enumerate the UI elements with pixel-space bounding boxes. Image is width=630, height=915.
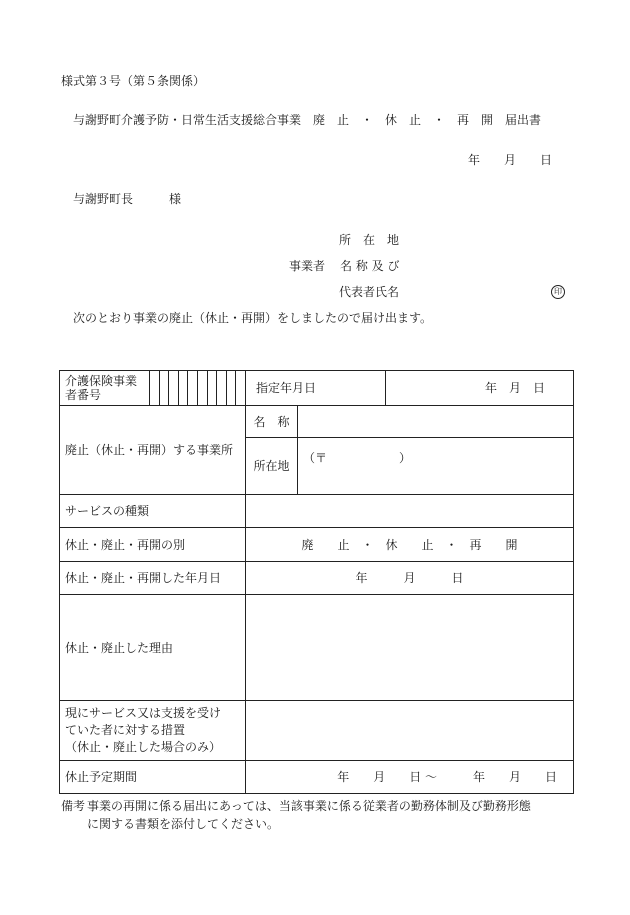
digit-box[interactable] <box>235 371 245 405</box>
measures-label-line: ていた者に対する措置 <box>65 723 186 737</box>
note-line-2: に関する書類を添付してください。 <box>87 817 280 831</box>
office-location-value[interactable] <box>298 438 574 495</box>
postal-prefix: （〒 ） <box>303 451 412 465</box>
note-label: 備考 <box>61 799 86 813</box>
notification-table <box>59 370 574 794</box>
date-label: 休止・廃止・再開した年月日 <box>60 562 246 595</box>
designation-date-label: 指定年月日 <box>246 371 386 406</box>
measures-label-line: 現にサービス又は支援を受け <box>65 706 222 720</box>
digit-box[interactable] <box>178 371 188 405</box>
kind-label: 休止・廃止・再開の別 <box>60 528 246 562</box>
insurer-no-boxes[interactable] <box>150 371 246 406</box>
intro-text: 次のとおり事業の廃止（休止・再開）をしましたので届け出ます。 <box>73 311 433 325</box>
note-line-1: 事業の再開に係る届出にあっては、当該事業に係る従業者の勤務体制及び勤務形態 <box>87 799 531 813</box>
digit-box[interactable] <box>197 371 207 405</box>
period-value[interactable]: 年 月 日 〜 年 月 日 <box>246 761 574 794</box>
digit-box[interactable] <box>168 371 178 405</box>
reason-value[interactable] <box>246 595 574 701</box>
form-number: 様式第３号（第５条関係） <box>61 74 206 88</box>
digit-box[interactable] <box>150 371 159 405</box>
designation-date-value[interactable]: 年 月 日 <box>386 371 574 406</box>
insurer-no-label: 介護保険事業者番号 <box>60 371 150 406</box>
page-title: 与謝野町介護予防・日常生活支援総合事業 廃 止 ・ 休 止 ・ 再 開 届出書 <box>73 113 542 127</box>
applicant-name-label: 名 称 及 び <box>340 259 400 273</box>
office-name-label: 名 称 <box>246 406 298 438</box>
seal-mark: 印 <box>551 285 565 299</box>
office-name-value[interactable] <box>298 406 574 438</box>
digit-box[interactable] <box>159 371 169 405</box>
reason-label: 休止・廃止した理由 <box>60 595 246 701</box>
period-label: 休止予定期間 <box>60 761 246 794</box>
date-line: 年 月 日 <box>468 153 553 167</box>
digit-box[interactable] <box>207 371 217 405</box>
addressee: 与謝野町長 様 <box>73 192 182 206</box>
office-location-label: 所在地 <box>246 438 298 495</box>
service-type-label: サービスの種類 <box>60 495 246 528</box>
measures-label-line: （休止・廃止した場合のみ） <box>65 740 222 754</box>
digit-box[interactable] <box>187 371 197 405</box>
office-label: 廃止（休止・再開）する事業所 <box>60 406 246 495</box>
applicant-operator-label: 事業者 <box>289 259 326 273</box>
measures-value[interactable] <box>246 701 574 761</box>
digit-box[interactable] <box>216 371 226 405</box>
applicant-address-label: 所 在 地 <box>339 233 400 247</box>
service-type-value[interactable] <box>246 495 574 528</box>
measures-label <box>60 701 246 761</box>
date-value[interactable]: 年 月 日 <box>246 562 574 595</box>
applicant-rep-label: 代表者氏名 <box>339 285 400 299</box>
kind-value[interactable]: 廃 止 ・ 休 止 ・ 再 開 <box>246 528 574 562</box>
digit-box[interactable] <box>226 371 236 405</box>
